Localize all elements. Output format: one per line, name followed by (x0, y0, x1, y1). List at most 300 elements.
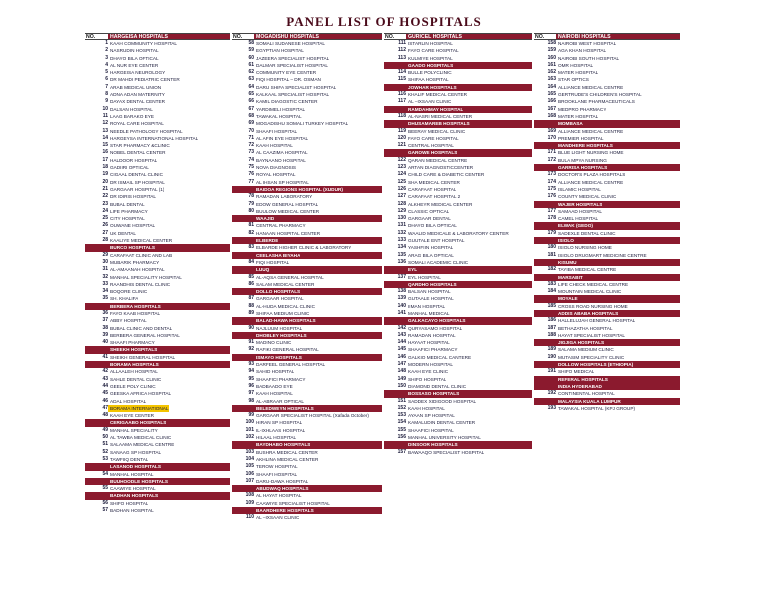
section-header-row (232, 186, 382, 193)
hospital-row (232, 157, 382, 164)
row-number: 66 (248, 98, 254, 105)
row-number: 92 (248, 346, 254, 353)
hospital-row (85, 113, 230, 120)
row-number: 166 (547, 98, 556, 105)
row-number: 30 (102, 258, 108, 265)
hospital-name: MANHAL SPECIALITY HOSPITAL (110, 274, 182, 280)
hospital-row (534, 149, 680, 156)
hospital-name: ROYAL HOSPITAL (256, 172, 296, 178)
row-number: 4 (105, 61, 108, 68)
section-header-row (384, 266, 532, 273)
hospital-row (85, 390, 230, 397)
hospital-name: COUNTY MEDICAL CLINIC (558, 194, 617, 200)
row-number: 122 (397, 156, 406, 163)
hospital-name: MANHAL MEDICAL (408, 310, 450, 316)
hospital-name: MATER HOSPITAL (558, 113, 599, 119)
hospital-name: KAAH HOSPITAL (256, 143, 293, 149)
hospital-name: AL –IXSAAN CLINIC (408, 99, 452, 105)
hospital-name: GUUTALE ENT HOSPITAL (408, 238, 465, 244)
row-number: 37 (102, 317, 108, 324)
hospital-row (384, 237, 532, 244)
hospital-name: HAYAAT HOSPITAL (408, 340, 450, 346)
row-number: 123 (397, 164, 406, 171)
row-number: 160 (547, 54, 556, 61)
hospital-name: ARAB MEDICAL UNION (110, 84, 162, 90)
hospital-name: DHAYO BILA OFTICAL (110, 55, 159, 61)
hospital-row (85, 135, 230, 142)
hospital-name: KULMIYE HOSPITAL (408, 55, 453, 61)
hospital-name: BORAMA INTERNATIONAL (110, 405, 169, 411)
header-region-label: NAIROBI HOSPITALS (556, 33, 680, 40)
row-number: 42 (102, 368, 108, 375)
hospital-name: MUTASIM SPECIALITY CLINIC (558, 354, 625, 360)
row-number: 183 (547, 280, 556, 287)
hospital-name: SHAAFI HOSPITAL (256, 471, 298, 477)
row-number: 137 (397, 273, 406, 280)
section-name: GAADO HOSPITALS (408, 62, 454, 68)
hospital-row (534, 405, 680, 412)
hospital-name: SAHLE DENTAL CLINIC (110, 376, 162, 382)
hospital-row (85, 507, 230, 514)
hospital-name: EDOW GENERAL HOSPITAL (256, 201, 319, 207)
hospital-row (384, 135, 532, 142)
hospital-row (384, 157, 532, 164)
section-header-row (85, 419, 230, 426)
row-number: 2 (105, 47, 108, 54)
row-number: 81 (248, 222, 254, 229)
hospital-row (85, 106, 230, 113)
hospital-name: BUSHRA MEDICAL CENTER (256, 449, 318, 455)
row-number: 158 (547, 40, 556, 46)
row-number: 143 (397, 331, 406, 338)
hospital-row (384, 142, 532, 149)
row-number: 28 (102, 237, 108, 244)
section-name: BUUHOODLE HOSPITALS (110, 478, 168, 484)
hospital-row (85, 55, 230, 62)
row-number: 87 (248, 295, 254, 302)
hospital-name: HALLELUJAH GENERAL HOSPITAL (558, 318, 636, 324)
column-header (232, 33, 382, 40)
column-guricel (384, 33, 532, 456)
row-number: 111 (398, 40, 406, 46)
hospital-name: SHIFAA MEDIUM CLINIC (256, 310, 310, 316)
hospital-row (384, 339, 532, 346)
row-number: 145 (397, 346, 406, 353)
hospital-name: SOMALI ACADEMIC CLINIC (408, 259, 469, 265)
hospital-name: SHAAFI HOSPITAL (256, 128, 298, 134)
hospital-row (85, 157, 230, 164)
row-number: 115 (397, 76, 406, 83)
row-number: 184 (547, 288, 556, 295)
section-header-row (534, 142, 680, 149)
hospital-name: MANHAL UNIVERSITY HOSPITAL (408, 435, 481, 441)
hospital-row (534, 128, 680, 135)
hospital-name: ROYAL CARE HOSPITAL (110, 121, 164, 127)
hospital-name: MEDPRO PHARMACY (558, 106, 607, 112)
hospital-row (85, 120, 230, 127)
row-number: 31 (102, 266, 108, 273)
row-number: 139 (397, 295, 406, 302)
row-number: 138 (397, 288, 406, 295)
section-name: DHUSAMAREB HOSPITALS (408, 121, 470, 127)
section-header-row (534, 259, 680, 266)
hospital-row (85, 339, 230, 346)
row-number: 187 (547, 324, 556, 331)
section-name: KISUMU (558, 259, 577, 265)
hospital-name: FAYO CARE HOSPITAL (408, 135, 459, 141)
hospital-name: TAWAKAL HOSPITAL (256, 113, 302, 119)
hospital-name: NAIROBI WEST HOSPITAL (558, 41, 617, 46)
row-number: 34 (102, 288, 108, 295)
hospital-name: CENTRAL HOSPITAL (408, 143, 454, 149)
section-header-row (384, 84, 532, 91)
hospital-name: SH. KHALIFA (110, 296, 139, 302)
hospital-row (534, 186, 680, 193)
row-number: 167 (547, 105, 556, 112)
hospital-name: SALAM MEDICAL CENTER (256, 281, 315, 287)
hospital-row (85, 237, 230, 244)
hospital-name: SHAAFICI HOSPITAL (408, 427, 454, 433)
row-number: 168 (547, 112, 556, 119)
hospital-row (85, 449, 230, 456)
row-number: 5 (105, 69, 108, 76)
hospital-row (85, 427, 230, 434)
hospital-name: CHILD CARE & DIABETIC CENTER (408, 172, 485, 178)
hospital-row (534, 47, 680, 54)
hospital-name: PREMIER HOSPITAL (558, 135, 604, 141)
section-name: DINSOOR HOSPITALS (408, 442, 458, 448)
row-number: 144 (397, 339, 406, 346)
row-number: 112 (397, 47, 406, 54)
section-name: GALKACAYO HOSPITALS (408, 318, 466, 324)
hospital-name: FIQI HOSPITAL (256, 259, 290, 265)
hospital-name: ARAG BILA OPTICAL (408, 252, 454, 258)
hospital-row (384, 128, 532, 135)
hospital-row (232, 492, 382, 499)
hospital-name: KAMIL DIAGOSTIC CENTER (256, 99, 318, 105)
row-number: 71 (248, 134, 254, 141)
row-number: 64 (248, 83, 254, 90)
hospital-name: AL-ABRAAR OPTICAL (256, 398, 304, 404)
hospital-name: SHA MEDICAL CENTER (408, 179, 460, 185)
row-number: 156 (397, 434, 406, 441)
hospital-name: ALKHEYR MEDICAL CENTER (408, 201, 473, 207)
row-number: 82 (248, 229, 254, 236)
row-number: 150 (397, 382, 406, 389)
hospital-row (85, 368, 230, 375)
section-header-row (534, 222, 680, 229)
row-number: 193 (547, 404, 556, 411)
hospital-row (85, 485, 230, 492)
section-header-row (534, 295, 680, 302)
hospital-row (232, 383, 382, 390)
hospital-name: SOMALI SUDANESE HOSPITAL (256, 41, 325, 46)
row-number: 107 (245, 477, 254, 484)
row-number: 165 (547, 91, 556, 98)
section-name: BALAD-HAWA HOSPITALS (256, 318, 316, 324)
section-name: MANDHERE HOSPITALS (558, 143, 613, 149)
row-number: 55 (102, 485, 108, 492)
hospital-name: CENTRAL PHARMACY (256, 223, 306, 229)
hospital-row (384, 201, 532, 208)
hospital-row (85, 398, 230, 405)
hospital-name: BADBAADO EYE (256, 383, 293, 389)
row-number: 177 (547, 207, 556, 214)
hospital-row (85, 215, 230, 222)
hospital-name: KAAH EYE CENTER (110, 413, 155, 419)
hospital-row (232, 208, 382, 215)
section-header-row (384, 106, 532, 113)
hospital-name: MANHAL SPECIALITY (110, 427, 158, 433)
hospital-row (85, 500, 230, 507)
row-number: 103 (245, 448, 254, 455)
hospital-row (232, 434, 382, 441)
hospital-name: AL –IXSAAN CLINIC (256, 515, 300, 521)
hospital-name: AGA KHAN HOSPITAL (558, 48, 607, 54)
row-number: 173 (547, 171, 556, 178)
hospital-name: AL HAYAT HOSPITAL (256, 493, 302, 499)
row-number: 36 (102, 309, 108, 316)
hospital-row (232, 230, 382, 237)
row-number: 149 (397, 375, 406, 382)
row-number: 189 (547, 346, 556, 353)
row-number: 120 (397, 134, 406, 141)
row-number: 65 (248, 91, 254, 98)
row-number: 97 (248, 390, 254, 397)
hospital-name: DARU-DAWA HOSPITAL (256, 478, 309, 484)
section-name: JIGJIGA HOSPITALS (558, 340, 605, 346)
section-name: BOSSASO HOSPITALS (408, 391, 460, 397)
hospital-name: SHIFO HOSPITAL (110, 500, 149, 506)
section-name: SHEEKH HOSPITALS (110, 347, 158, 353)
row-number: 154 (397, 419, 406, 426)
hospital-row (85, 76, 230, 83)
section-name: LASANOD HOSPITALS (110, 464, 161, 470)
hospital-name: BEERAY MEDICAL CLINIC (408, 128, 466, 134)
hospital-name: CARAFAAT CLINIC AND LAB (110, 252, 173, 258)
section-name: BERBERA HOSPITALS (110, 303, 161, 309)
row-number: 14 (102, 134, 108, 141)
hospital-name: SADEXLE DENTAL CLINIC (558, 230, 616, 236)
row-number: 60 (248, 54, 254, 61)
hospital-name: AL CAAZIMA HOSPITAL (256, 150, 308, 156)
hospital-name: SHIFO HOSPITAL (408, 376, 447, 382)
row-number: 155 (397, 426, 406, 433)
hospital-name: BETHAZATHA HOSPITAL (558, 325, 613, 331)
section-header-row (232, 405, 382, 412)
section-header-row (85, 463, 230, 470)
row-number: 163 (547, 76, 556, 83)
row-number: 105 (245, 463, 254, 470)
row-number: 113 (397, 54, 406, 61)
hospital-row (384, 47, 532, 54)
hospital-name: GARGAAR SPECIALIST HOSPITAL (Xafada October) (256, 413, 369, 419)
row-number: 77 (248, 178, 254, 185)
row-number: 170 (547, 134, 556, 141)
row-number: 178 (547, 215, 556, 222)
hospital-name: GARGAAR DENTAL (408, 216, 451, 222)
hospital-row (85, 441, 230, 448)
hospital-name: SHIFO MEDICAL (558, 369, 595, 375)
hospital-name: TAWFIIQ DENTAL (110, 456, 149, 462)
hospital-row (85, 252, 230, 259)
hospital-name: DHAYO BILA OPTICAL (408, 223, 457, 229)
section-name: CEELASHA BIYAHA (256, 252, 301, 258)
section-header-row (534, 120, 680, 127)
hospital-name: KAMALUDIN DENTAL CENTER (408, 420, 476, 426)
row-number: 70 (248, 127, 254, 134)
header-region-label: HARGEISA HOSPITALS (108, 33, 230, 40)
row-number: 101 (245, 426, 254, 433)
hospital-row (232, 62, 382, 69)
row-number: 12 (102, 120, 108, 127)
row-number: 89 (248, 309, 254, 316)
row-number: 6 (105, 76, 108, 83)
hospital-name: CIGAAL DENTAL CLINIC (110, 172, 163, 178)
row-number: 119 (397, 127, 406, 134)
row-number: 126 (397, 185, 406, 192)
hospital-name: CITY HOSPITAL (110, 216, 145, 222)
hospital-name: FAYO KAAB HOSPITAL (110, 310, 161, 316)
hospital-row (232, 91, 382, 98)
hospital-name: MODERN HOSPITAL (408, 362, 453, 368)
hospital-name: DALMAR SPECIALIST HOSPITAL (256, 62, 328, 68)
hospital-row (534, 91, 680, 98)
hospital-row (534, 288, 680, 295)
hospital-row (85, 259, 230, 266)
row-number: 43 (102, 375, 108, 382)
section-name: ADDIS ABABA HOSPITALS (558, 310, 619, 316)
row-number: 152 (397, 404, 406, 411)
hospital-row (384, 113, 532, 120)
hospital-row (384, 383, 532, 390)
row-number: 134 (397, 244, 406, 251)
hospital-name: ALLIANCE MEDICAL CENTRE (558, 179, 624, 185)
hospital-name: HAYAT SPECIALIST HOSPITAL (558, 332, 625, 338)
row-number: 44 (102, 382, 108, 389)
row-number: 78 (248, 193, 254, 200)
row-number: 20 (102, 178, 108, 185)
section-header-row (534, 201, 680, 208)
column-nairobi (534, 33, 680, 412)
hospital-row (85, 295, 230, 302)
row-number: 159 (547, 47, 556, 54)
section-name: GARRISA HOSPITALS (558, 165, 608, 171)
row-number: 174 (547, 178, 556, 185)
hospital-name: BULA MPYA NURSING (558, 157, 607, 163)
hospital-row (384, 259, 532, 266)
row-number: 90 (248, 324, 254, 331)
section-header-row (232, 317, 382, 324)
hospital-row (85, 222, 230, 229)
row-number: 76 (248, 171, 254, 178)
hospital-row (85, 376, 230, 383)
hospital-name: AL NUR EYE CENTER (110, 62, 159, 68)
row-number: 38 (102, 324, 108, 331)
hospital-name: NOBEL DENTAL CENTER (110, 150, 166, 156)
hospital-row (534, 266, 680, 273)
section-name: BAIDOA REGIONS HOSPITAL (XUDUR) (256, 186, 343, 192)
row-number: 93 (248, 361, 254, 368)
hospital-row (232, 164, 382, 171)
row-number: 182 (547, 266, 556, 273)
hospital-row (85, 47, 230, 54)
hospital-name: AL TAWBA MEDICAL CLINIC (110, 435, 172, 441)
hospital-name: OUWANE HOSPITAL (110, 223, 156, 229)
hospital-name: BALSAN HOSPITAL (408, 289, 451, 295)
hospital-name: TEROW HOSPITAL (256, 464, 298, 470)
section-header-row (384, 317, 532, 324)
hospital-name: NOVA DIAGNOSIS (256, 165, 297, 171)
row-number: 24 (102, 207, 108, 214)
section-header-row (232, 332, 382, 339)
row-number: 18 (102, 164, 108, 171)
hospital-name: BLUE LIGHT NURSING HOME (558, 150, 624, 156)
section-name: ABUDWAQ HOSPITALS (256, 486, 309, 492)
hospital-name: AL IHSAN SP HOSPITAL (256, 179, 309, 185)
hospital-row (384, 376, 532, 383)
hospital-name: HILAAL HOSPITAL (256, 435, 297, 441)
section-header-row (85, 492, 230, 499)
hospital-name: DOCTOR'S PLAZA HOSPITALS (558, 172, 626, 178)
hospital-name: GUTAALE HOSPITAL (408, 296, 454, 302)
hospital-row (232, 142, 382, 149)
row-number: 131 (397, 222, 406, 229)
hospital-name: DR IDIRIS HOSPITAL (110, 194, 157, 200)
hospital-row (384, 164, 532, 171)
hospital-row (384, 427, 532, 434)
section-name: RAMDAHMAY HOSPITAL (408, 106, 464, 112)
row-number: 161 (547, 61, 556, 68)
hospital-name: DR ISMAIL SP HOSPITAL (110, 179, 165, 185)
row-number: 114 (397, 69, 406, 76)
hospital-name: AYAAN SP HOSPITAL (408, 413, 455, 419)
hospital-name: IL-IXHLAAS HOSPITAL (256, 427, 306, 433)
hospital-row (384, 405, 532, 412)
hospital-name: BULLE POLYCLINIC (408, 70, 452, 76)
hospital-row (232, 128, 382, 135)
hospital-name: SHAAFICI PHARMACY (408, 347, 458, 353)
row-number: 40 (102, 339, 108, 346)
row-number: 186 (547, 317, 556, 324)
row-number: 146 (397, 353, 406, 360)
section-header-row (85, 346, 230, 353)
row-number: 179 (547, 229, 556, 236)
hospital-name: LAAG BARAKO EYE (110, 113, 155, 119)
hospital-name: KAALIYE MEDICAL CENTER (110, 238, 173, 244)
hospital-name: GEELE POLY CLINIC (110, 383, 156, 389)
row-number: 74 (248, 156, 254, 163)
row-number: 99 (248, 412, 254, 419)
row-number: 130 (397, 215, 406, 222)
row-number: 188 (547, 331, 556, 338)
hospital-row (85, 84, 230, 91)
hospital-name: KAAH COMMUNITY HOSPITAL (110, 41, 178, 46)
hospital-name: MOUNTAIN MEDICAL CLINIC (558, 289, 622, 295)
hospital-row (85, 62, 230, 69)
hospital-row (384, 252, 532, 259)
row-number: 1 (105, 40, 108, 46)
hospital-name: BAYNAANO HOSPITAL (256, 157, 306, 163)
row-number: 129 (397, 207, 406, 214)
hospital-name: ISLAMIC HOSPITAL (558, 186, 601, 192)
hospital-name: CARAFAAT HOSPITAL (408, 186, 457, 192)
hospital-name: SALAAMA MEDICAL CENTRE (110, 442, 175, 448)
hospital-row (85, 354, 230, 361)
hospital-name: BUULOW MEDICAL CENTER (256, 208, 320, 214)
hospital-name: STAR OPTICS (558, 77, 589, 83)
hospital-row (384, 208, 532, 215)
